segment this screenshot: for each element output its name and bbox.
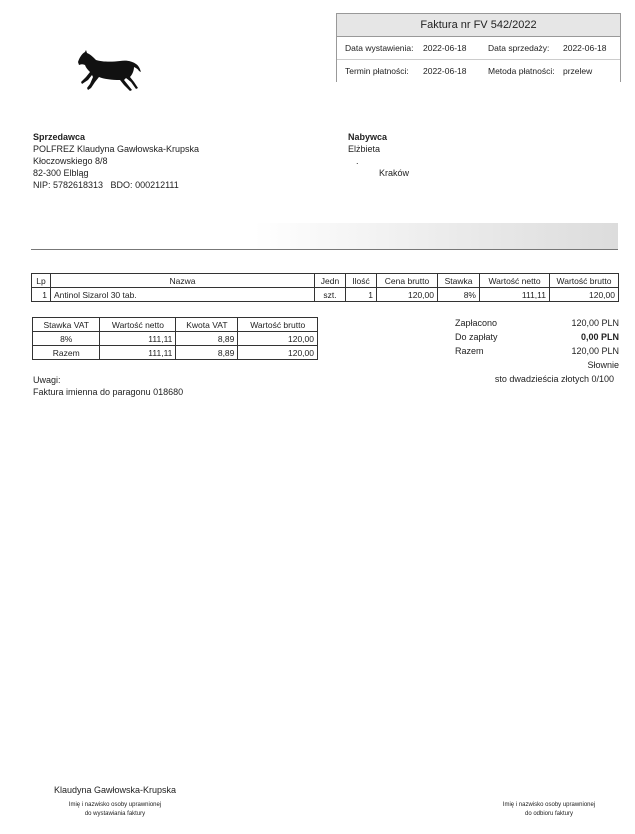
paid-label: Zapłacono xyxy=(455,318,498,328)
seller-block xyxy=(33,131,199,191)
seller-name: POLFREZ Klaudyna Gawłowska-Krupska xyxy=(33,144,200,154)
col-lp: Lp xyxy=(32,274,51,288)
due-value: 0,00 PLN xyxy=(580,332,619,342)
total-value: 120,00 PLN xyxy=(571,346,619,356)
vat-net: 111,11 xyxy=(100,332,176,346)
horse-logo-icon xyxy=(72,50,144,94)
vat-col-gross: Wartość brutto xyxy=(238,318,318,332)
seller-ids: NIP: 5782618313 BDO: 000212111 xyxy=(33,180,179,190)
seller-header: Sprzedawca xyxy=(33,132,86,142)
item-gross-value: 120,00 xyxy=(550,288,619,302)
words-value: sto dwadzieścia złotych 0/100 xyxy=(494,374,614,384)
issue-date: 2022-06-18 xyxy=(423,43,467,53)
item-gross-price: 120,00 xyxy=(377,288,438,302)
vat-gross: 120,00 xyxy=(238,332,318,346)
col-unit: Jedn xyxy=(315,274,346,288)
item-name: Antinol Sizarol 30 tab. xyxy=(51,288,315,302)
notes-label: Uwagi: xyxy=(33,375,61,385)
buyer-address-dot: . xyxy=(356,156,359,166)
item-net-value: 111,11 xyxy=(480,288,550,302)
total-label: Razem xyxy=(455,346,484,356)
table-row xyxy=(32,288,619,302)
buyer-name: Elżbieta xyxy=(348,144,381,154)
vat-total-amount: 8,89 xyxy=(176,346,238,360)
due-date-label: Termin płatności: xyxy=(345,66,409,76)
issuer-caption xyxy=(40,801,190,819)
issuer-name: Klaudyna Gawłowska-Krupska xyxy=(54,785,177,795)
vat-col-net: Wartość netto xyxy=(100,318,176,332)
table-row xyxy=(33,346,318,360)
issuer-caption-line2: do wystawiania faktury xyxy=(84,811,146,817)
buyer-block xyxy=(348,131,409,179)
vat-table xyxy=(32,317,318,360)
seller-street: Kłoczowskiego 8/8 xyxy=(33,156,108,166)
vat-rate: 8% xyxy=(33,332,100,346)
vat-col-vat: Kwota VAT xyxy=(176,318,238,332)
col-qty: Ilość xyxy=(346,274,377,288)
invoice-header-box xyxy=(336,13,621,82)
issue-date-label: Data wystawienia: xyxy=(345,43,414,53)
issuer-caption-line1: Imię i nazwisko osoby uprawnionej xyxy=(68,802,162,808)
paid-value: 120,00 PLN xyxy=(571,318,619,328)
col-vat-rate: Stawka xyxy=(438,274,480,288)
sale-date: 2022-06-18 xyxy=(563,43,607,53)
seller-city: 82-300 Elbląg xyxy=(33,168,89,178)
col-gross-value: Wartość brutto xyxy=(550,274,619,288)
vat-amount: 8,89 xyxy=(176,332,238,346)
due-label: Do zapłaty xyxy=(455,332,498,342)
vat-header-row xyxy=(33,318,318,332)
notes-text: Faktura imienna do paragonu 018680 xyxy=(33,387,184,397)
table-row xyxy=(33,332,318,346)
words-label: Słownie xyxy=(587,360,619,370)
item-unit: szt. xyxy=(315,288,346,302)
item-vat-rate: 8% xyxy=(438,288,480,302)
sale-date-label: Data sprzedaży: xyxy=(488,43,550,53)
vat-total-label: Razem xyxy=(33,346,100,360)
col-gross-price: Cena brutto xyxy=(377,274,438,288)
receiver-caption xyxy=(474,801,624,819)
separator-bar xyxy=(31,223,618,250)
buyer-city: Kraków xyxy=(379,168,410,178)
vat-col-rate: Stawka VAT xyxy=(33,318,100,332)
item-qty: 1 xyxy=(346,288,377,302)
receiver-caption-line2: do odbioru faktury xyxy=(524,811,574,817)
payment-method: przelew xyxy=(563,66,593,76)
items-table xyxy=(31,273,619,302)
item-lp: 1 xyxy=(32,288,51,302)
vat-total-net: 111,11 xyxy=(100,346,176,360)
col-net-value: Wartość netto xyxy=(480,274,550,288)
col-name: Nazwa xyxy=(51,274,315,288)
buyer-header: Nabywca xyxy=(348,132,388,142)
items-header-row xyxy=(32,274,619,288)
receiver-caption-line1: Imię i nazwisko osoby uprawnionej xyxy=(502,802,596,808)
vat-total-gross: 120,00 xyxy=(238,346,318,360)
invoice-title: Faktura nr FV 542/2022 xyxy=(337,14,620,37)
due-date: 2022-06-18 xyxy=(423,66,467,76)
payment-method-label: Metoda płatności: xyxy=(488,66,555,76)
